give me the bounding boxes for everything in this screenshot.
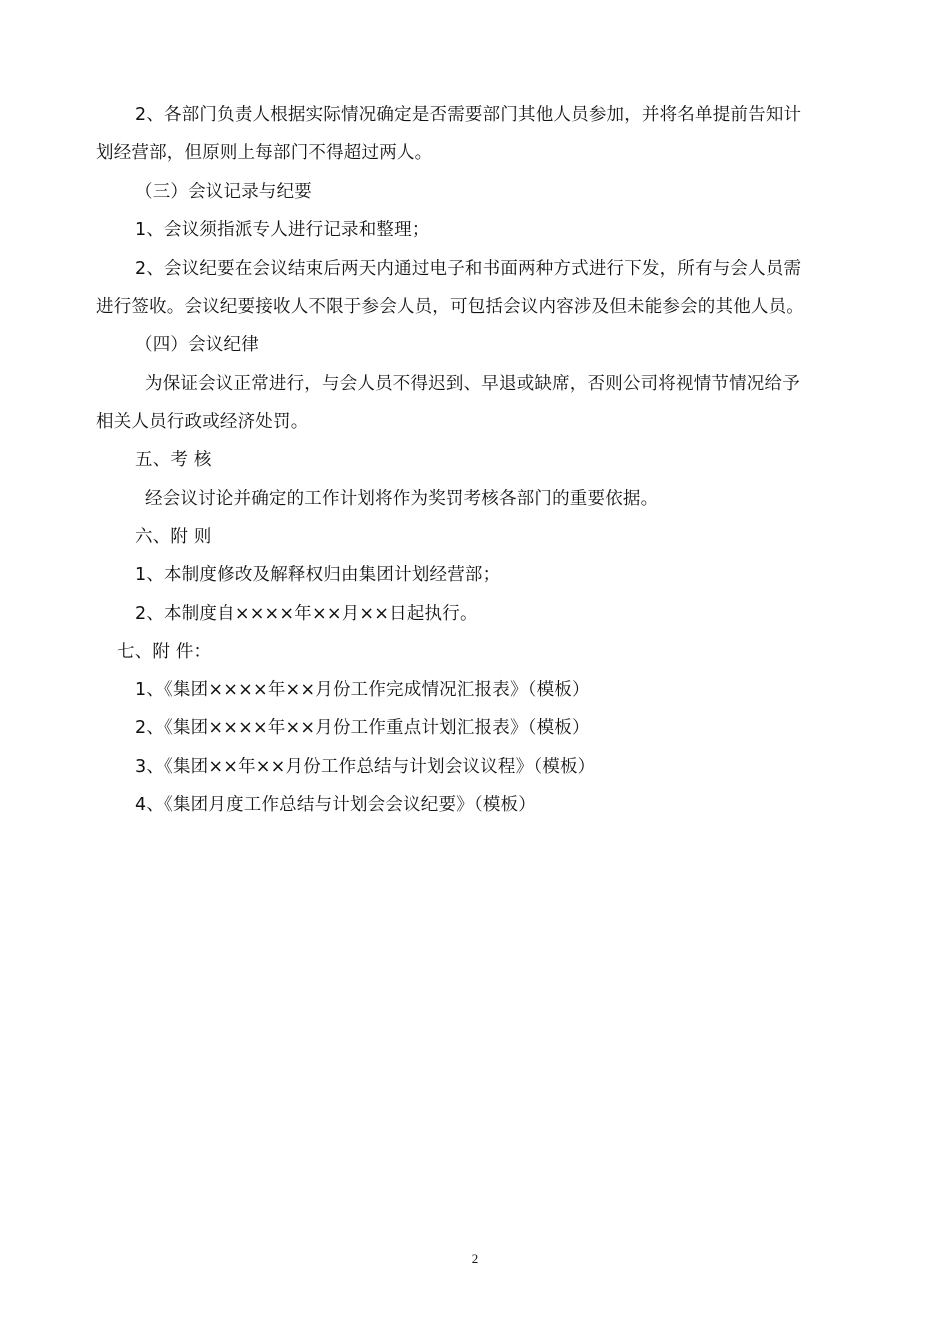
attachment-item: 3、《集团××年××月份工作总结与计划会议议程》（模板）: [135, 757, 596, 777]
attachment-item: 2、《集团××××年××月份工作重点计划汇报表》（模板）: [135, 718, 590, 738]
section-heading: 五、考 核: [135, 450, 212, 470]
section-heading: （四）会议纪律: [135, 335, 259, 355]
paragraph-line: 经会议讨论并确定的工作计划将作为奖罚考核各部门的重要依据。: [145, 489, 659, 509]
paragraph-line: 划经营部，但原则上每部门不得超过两人。: [96, 143, 433, 163]
paragraph-line: 2、各部门负责人根据实际情况确定是否需要部门其他人员参加，并将名单提前告知计: [135, 105, 802, 125]
paragraph-line: 1、会议须指派专人进行记录和整理；: [135, 220, 430, 240]
paragraph-line: 相关人员行政或经济处罚。: [96, 412, 309, 432]
attachment-item: 1、《集团××××年××月份工作完成情况汇报表》（模板）: [135, 680, 590, 700]
paragraph-line: 进行签收。会议纪要接收人不限于参会人员，可包括会议内容涉及但未能参会的其他人员。: [96, 297, 804, 317]
paragraph-line: 2、本制度自××××年××月××日起执行。: [135, 604, 478, 624]
attachment-item: 4、《集团月度工作总结与计划会会议纪要》（模板）: [135, 795, 536, 815]
section-heading: 六、附 则: [135, 527, 212, 547]
paragraph-line: 为保证会议正常进行，与会人员不得迟到、早退或缺席，否则公司将视情节情况给予: [145, 374, 800, 394]
page-number: 2: [471, 1251, 479, 1266]
section-heading: （三）会议记录与纪要: [135, 182, 312, 202]
paragraph-line: 2、会议纪要在会议结束后两天内通过电子和书面两种方式进行下发，所有与会人员需: [135, 259, 802, 279]
section-heading: 七、附 件：: [117, 642, 212, 662]
paragraph-line: 1、本制度修改及解释权归由集团计划经营部；: [135, 565, 501, 585]
